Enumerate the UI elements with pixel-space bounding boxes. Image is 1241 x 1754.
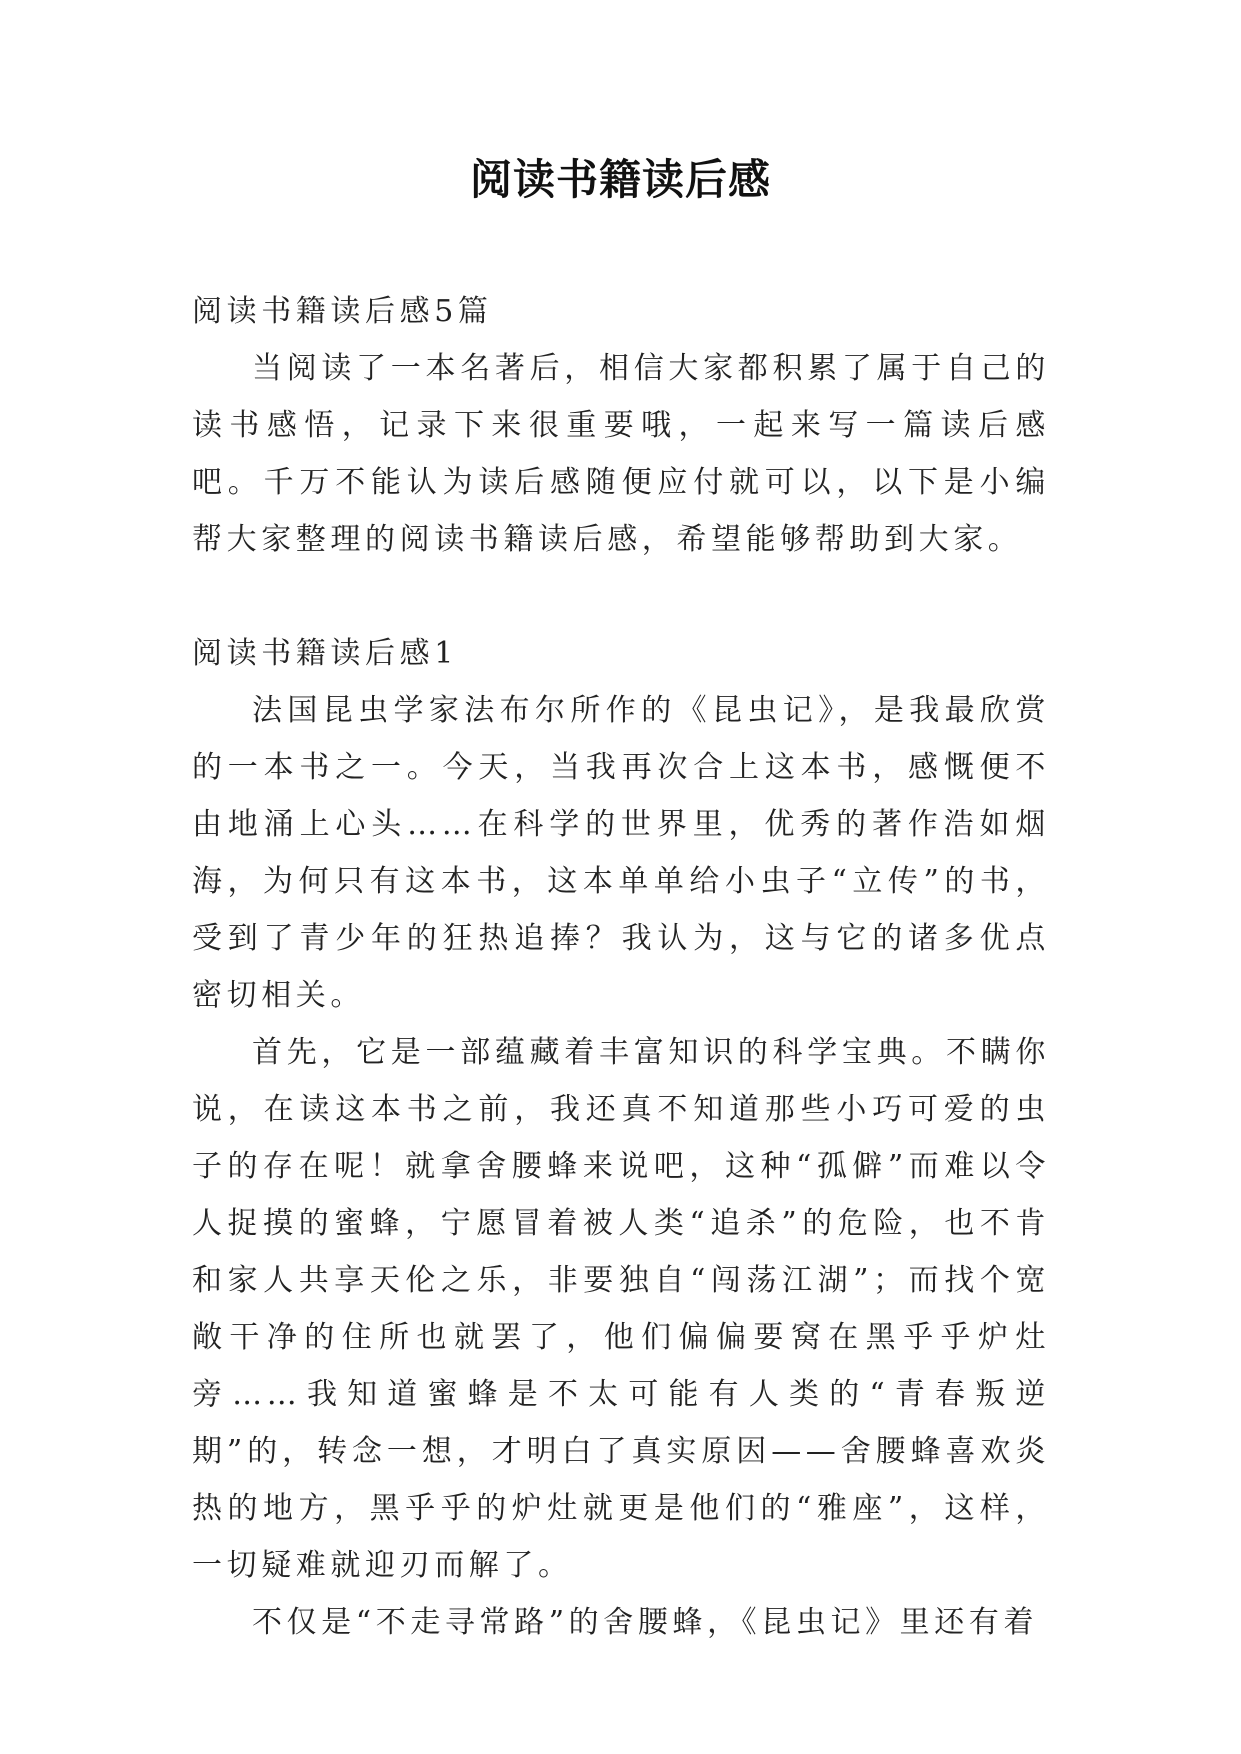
document-title: 阅读书籍读后感 <box>469 155 771 204</box>
section-spacer <box>192 568 1050 625</box>
section-1-paragraph-1: 法国昆虫学家法布尔所作的《昆虫记》，是我最欣赏的一本书之一。今天，当我再次合上这本书，感慨便不由地涌上心头……在科学的世界里，优秀的著作浩如烟海，为何只有这本书，这本单单给小虫子“立传”的书，受到了青少年的狂热追捧？我认为，这与它的诸多优点密切相关。 <box>192 693 1050 1013</box>
section-1-heading: 阅读书籍读后感1 <box>192 636 458 671</box>
section-1-paragraph-2: 首先，它是一部蕴藏着丰富知识的科学宝典。不瞒你说，在读这本书之前，我还真不知道那些小巧可爱的虫子的存在呢！就拿舍腰蜂来说吧，这种“孤僻”而难以令人捉摸的蜜蜂，宁愿冒着被人类“追杀”的危险，也不肯和家人共享天伦之乐，非要独自“闯荡江湖”；而找个宽敞干净的住所也就罢了，他们偏偏要窝在黑乎乎炉灶旁……我知道蜜蜂是不太可能有人类的“青春叛逆期”的，转念一想，才明白了真实原因——舍腰蜂喜欢炎热的地方，黑乎乎的炉灶就更是他们的“雅座”，这样，一切疑难就迎刃而解了。 <box>192 1035 1050 1583</box>
intro-heading: 阅读书籍读后感5篇 <box>192 294 493 329</box>
intro-paragraph: 当阅读了一本名著后，相信大家都积累了属于自己的读书感悟，记录下来很重要哦，一起来写一篇读后感吧。千万不能认为读后感随便应付就可以，以下是小编帮大家整理的阅读书籍读后感，希望能够帮助到大家。 <box>192 351 1050 557</box>
document-body <box>192 283 1050 1651</box>
section-1-paragraph-3: 不仅是“不走寻常路”的舍腰蜂，《昆虫记》里还有着 <box>252 1605 1039 1640</box>
